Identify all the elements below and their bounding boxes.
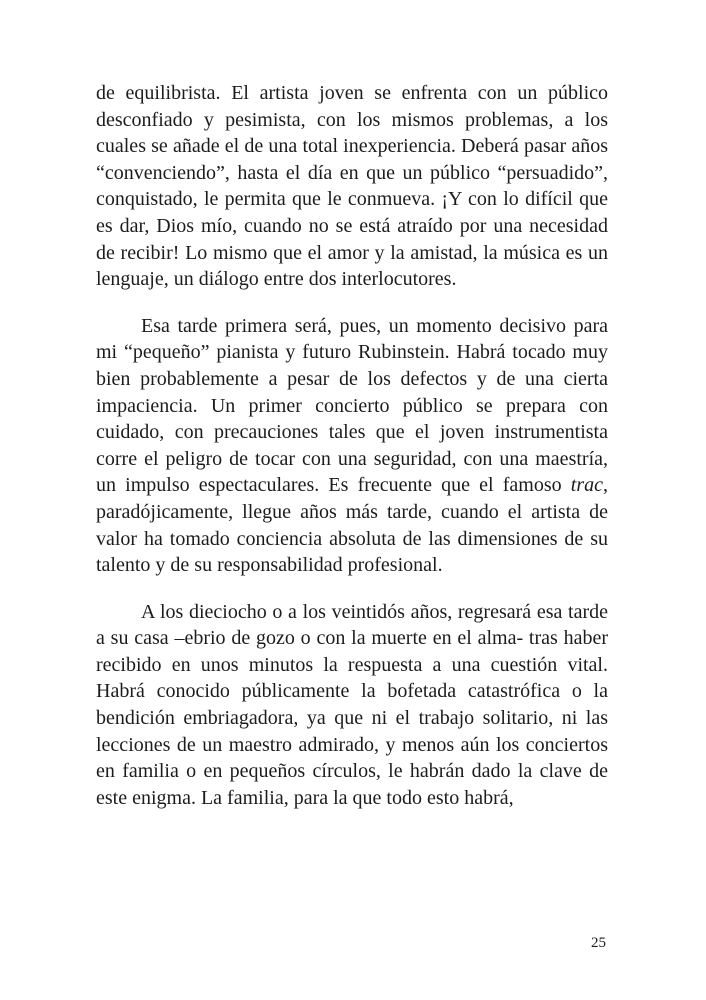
body-text: , paradójicamente, llegue años más tarde, cuando el artista de valor ha tomado conciencia absoluta de las dimensiones de su talento y de su responsabilidad profesional. — [96, 474, 608, 577]
body-text: de equilibrista. El artista joven se enfrenta con un público desconfiado y pesimista, con los mismos problemas, a los cuales se añade el de una total inexperiencia. Deberá pasar años “convenciendo”, hasta el día en que un público “persuadido”, conquistado, le permita que le conmueva. ¡Y con lo difícil que es dar, Dios mío, cuando no se está atraído por una necesidad de recibir! Lo mismo que el amor y la amistad, la música es un lenguaje, un diálogo entre dos interlocutores. — [96, 82, 608, 291]
paragraph — [96, 80, 608, 293]
italic-text: trac — [570, 474, 603, 497]
page-number: 25 — [591, 935, 606, 951]
body-text: A los dieciocho o a los veintidós años, regresará esa tarde a su casa –ebrio de gozo o con la muerte en el alma- tras haber recibido en unos minutos la respuesta a una cuestión vital. Habrá conocido públicamente la bofetada catastrófica o la bendición embriagadora, ya que ni el trabajo solitario, ni las lecciones de un maestro admirado, y menos aún los conciertos en familia o en pequeños círculos, le habrán dado la clave de este enigma. La familia, para la que todo esto habrá, — [96, 600, 608, 809]
page-text — [96, 80, 608, 811]
paragraph — [96, 313, 608, 579]
body-text: Esa tarde primera será, pues, un momento decisivo para mi “pequeño” pianista y futuro Rubinstein. Habrá tocado muy bien probablemente a pesar de los defectos y de una cierta impaciencia. Un primer concierto público se prepara con cuidado, con precauciones tales que el joven instrumentista corre el peligro de tocar con una seguridad, con una maestría, un impulso espectaculares. Es frecuente que el famoso — [96, 314, 608, 497]
paragraph — [96, 599, 608, 812]
